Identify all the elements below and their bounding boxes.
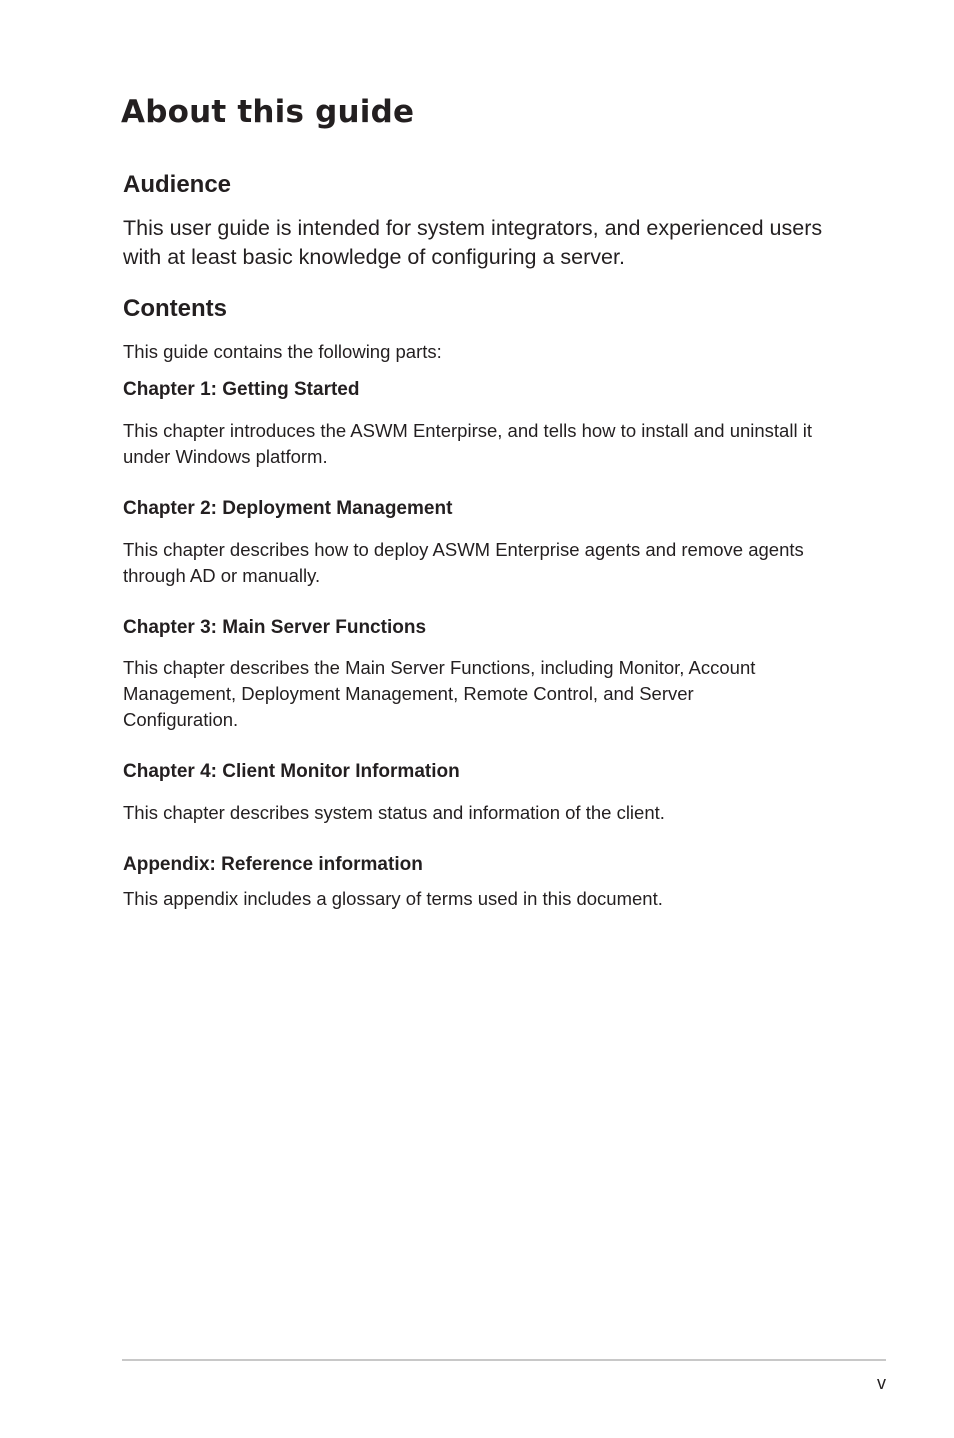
page-title: About this guide xyxy=(121,94,415,130)
chapter-1-description: This chapter introduces the ASWM Enterpirse, and tells how to install and uninstall it under Windows platform. xyxy=(123,420,812,467)
appendix-description: This appendix includes a glossary of terms used in this document. xyxy=(123,888,663,909)
chapter-3-description: This chapter describes the Main Server Functions, including Monitor, Account Management, Deployment Management, Remote Control, and Server Configuration. xyxy=(123,657,756,730)
chapter-1-title: Chapter 1: Getting Started xyxy=(123,379,360,400)
chapter-4-description: This chapter describes system status and information of the client. xyxy=(123,802,665,823)
contents-intro: This guide contains the following parts: xyxy=(123,341,442,362)
audience-heading: Audience xyxy=(123,171,232,198)
chapter-2-description: This chapter describes how to deploy ASWM Enterprise agents and remove agents through AD or manually. xyxy=(123,539,804,586)
chapter-2-title: Chapter 2: Deployment Management xyxy=(123,498,453,519)
chapter-4-title: Chapter 4: Client Monitor Information xyxy=(123,761,460,782)
chapter-3-title: Chapter 3: Main Server Functions xyxy=(123,617,427,638)
audience-text: This user guide is intended for system integrators, and experienced users with at least basic knowledge of configuring a server. xyxy=(123,216,823,269)
page-number: v xyxy=(877,1373,886,1393)
footer-divider xyxy=(122,1359,886,1361)
appendix-title: Appendix: Reference information xyxy=(123,854,423,875)
contents-heading: Contents xyxy=(123,295,227,322)
